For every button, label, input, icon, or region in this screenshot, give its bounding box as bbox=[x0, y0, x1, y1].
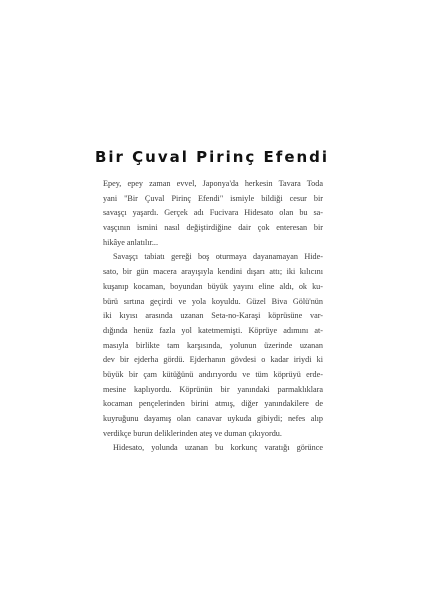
text-line: bürü sırtına geçirdi ve yola koyuldu. Güzel Biva Gölü'nün bbox=[103, 296, 323, 306]
text-line: kuyruğunu dayamış olan canavar uykuda gibiydi; nefes alıp bbox=[103, 414, 323, 423]
chapter-title: Bir Çuval Pirinç Efendi bbox=[94, 148, 330, 166]
text-line: masıyla birlikte tam karşısında, yolunun üzerinde uzanan bbox=[103, 340, 323, 350]
text-line: vaşçının ismini nasıl değiştirdiğine dair çok enteresan bir bbox=[103, 223, 323, 233]
paragraph-3 bbox=[103, 441, 323, 456]
text-line: kocaman pençelerinden birini atmış, diğer yanındakilere de bbox=[103, 399, 323, 409]
text-line: verdikçe burun deliklerinden ateş ve duman çıkıyordu. bbox=[103, 428, 282, 438]
text-line: yani "Bir Çuval Pirinç Efendi" ismiyle bildiği cesur bir bbox=[103, 193, 323, 203]
text-line: kuşanıp kocaman, boyundan büyük yayını eline aldı, ok ku- bbox=[103, 281, 323, 291]
text-line: hikâye anlatılır... bbox=[103, 237, 159, 247]
text-line: dığında henüz fazla yol katetmemişti. Köprüye adımını at- bbox=[103, 325, 323, 335]
text-line: savaşçı yaşardı. Gerçek adı Fucivara Hidesato olan bu sa- bbox=[103, 208, 323, 218]
text-line: dev bir ejderha gördü. Ejderhanın gövdesi o kadar iriydi ki bbox=[103, 355, 323, 365]
text-line: iki kıyısı arasında uzanan Seta-no-Karaşi köprüsüne var- bbox=[103, 311, 323, 321]
text-line: büyük bir çam kütüğünü andırıyordu ve tüm köprüyü erde- bbox=[103, 369, 323, 379]
chapter-body bbox=[103, 177, 323, 456]
text-line: mesine kaplıyordu. Köprünün bir yanındaki parmaklıklara bbox=[103, 384, 323, 394]
text-line: Hidesato, yolunda uzanan bu korkunç varatığı görünce bbox=[113, 443, 323, 453]
text-line: sato, bir gün macera arayışıyla kendini dışarı attı; iki kılıcını bbox=[103, 267, 323, 277]
paragraph-2 bbox=[103, 250, 323, 441]
text-line: Epey, epey zaman evvel, Japonya'da herkesin Tavara Toda bbox=[103, 179, 323, 188]
paragraph-1 bbox=[103, 177, 323, 250]
text-line: Savaşçı tabiatı gereği boş oturmaya dayanamayan Hide- bbox=[113, 252, 323, 262]
